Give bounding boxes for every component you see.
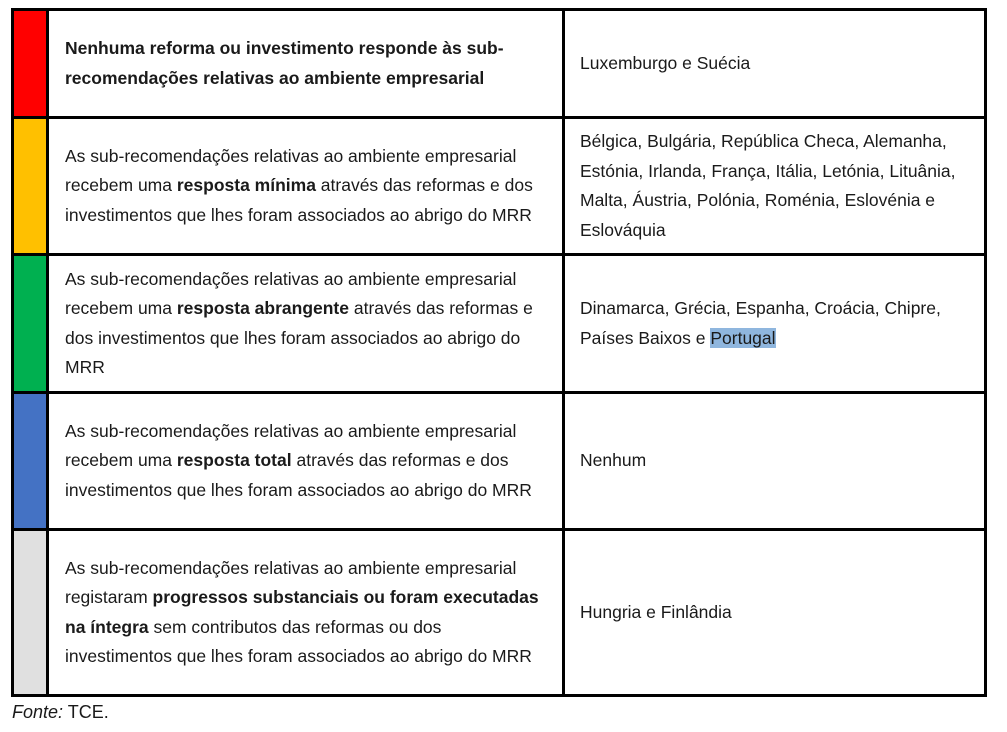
source-label: Fonte: xyxy=(12,702,64,722)
countries-cell xyxy=(564,393,986,530)
text-segment: As sub-recomendações relativas ao ambiente empresarial recebem uma xyxy=(65,420,517,471)
text-segment: através das reformas e dos investimentos que lhes foram associados ao abrigo do MRR xyxy=(65,298,533,377)
color-swatch-blue xyxy=(13,393,48,530)
text-segment: através das reformas e dos investimentos que lhes foram associados ao abrigo do MRR xyxy=(65,175,533,225)
countries-cell xyxy=(564,530,986,696)
text-segment: Nenhum xyxy=(580,450,647,471)
table-row xyxy=(13,393,986,530)
table-row xyxy=(13,530,986,696)
color-swatch-green xyxy=(13,255,48,393)
bold-text: Nenhuma reforma ou investimento responde às sub-recomendações relativas ao ambiente empresarial xyxy=(65,38,504,88)
color-swatch-red xyxy=(13,10,48,118)
source-value: TCE. xyxy=(63,702,109,722)
text-segment: Hungria e Finlândia xyxy=(580,601,732,622)
table-row xyxy=(13,118,986,255)
text-segment: através das reformas e dos investimentos que lhes foram associados ao abrigo do MRR xyxy=(65,450,532,500)
text-segment: As sub-recomendações relativas ao ambiente empresarial registaram xyxy=(65,557,517,607)
legend-table-body xyxy=(13,10,986,696)
countries-cell xyxy=(564,10,986,118)
text-segment: As sub-recomendações relativas ao ambiente empresarial recebem uma xyxy=(65,145,517,196)
highlighted-text: Portugal xyxy=(710,327,776,348)
table-row xyxy=(13,255,986,393)
description-cell xyxy=(48,255,564,393)
description-cell xyxy=(48,393,564,530)
text-segment: As sub-recomendações relativas ao ambiente empresarial recebem uma xyxy=(65,268,517,318)
text-segment: Bélgica, Bulgária, República Checa, Alemanha, Estónia, Irlanda, França, Itália, Letónia, Lituânia, Malta, Áustria, Polónia, Roménia, Eslovénia e Eslováquia xyxy=(580,131,956,240)
source-note xyxy=(12,700,109,724)
text-segment: Dinamarca, Grécia, Espanha, Croácia, Chipre, Países Baixos e xyxy=(580,298,941,348)
description-cell xyxy=(48,118,564,255)
description-cell xyxy=(48,530,564,696)
table-row xyxy=(13,10,986,118)
text-segment: Luxemburgo e Suécia xyxy=(580,52,751,73)
bold-text: resposta abrangente xyxy=(176,298,349,318)
bold-text: progressos substanciais ou foram executadas na íntegra xyxy=(65,587,539,637)
countries-cell xyxy=(564,118,986,255)
text-segment: sem contributos das reformas ou dos investimentos que lhes foram associados ao abrigo do MRR xyxy=(65,616,532,666)
color-swatch-yellow xyxy=(13,118,48,255)
description-cell xyxy=(48,10,564,118)
color-swatch-grey xyxy=(13,530,48,696)
bold-text: resposta mínima xyxy=(176,175,316,196)
legend-table xyxy=(11,8,987,697)
countries-cell xyxy=(564,255,986,393)
bold-text: resposta total xyxy=(176,450,292,471)
